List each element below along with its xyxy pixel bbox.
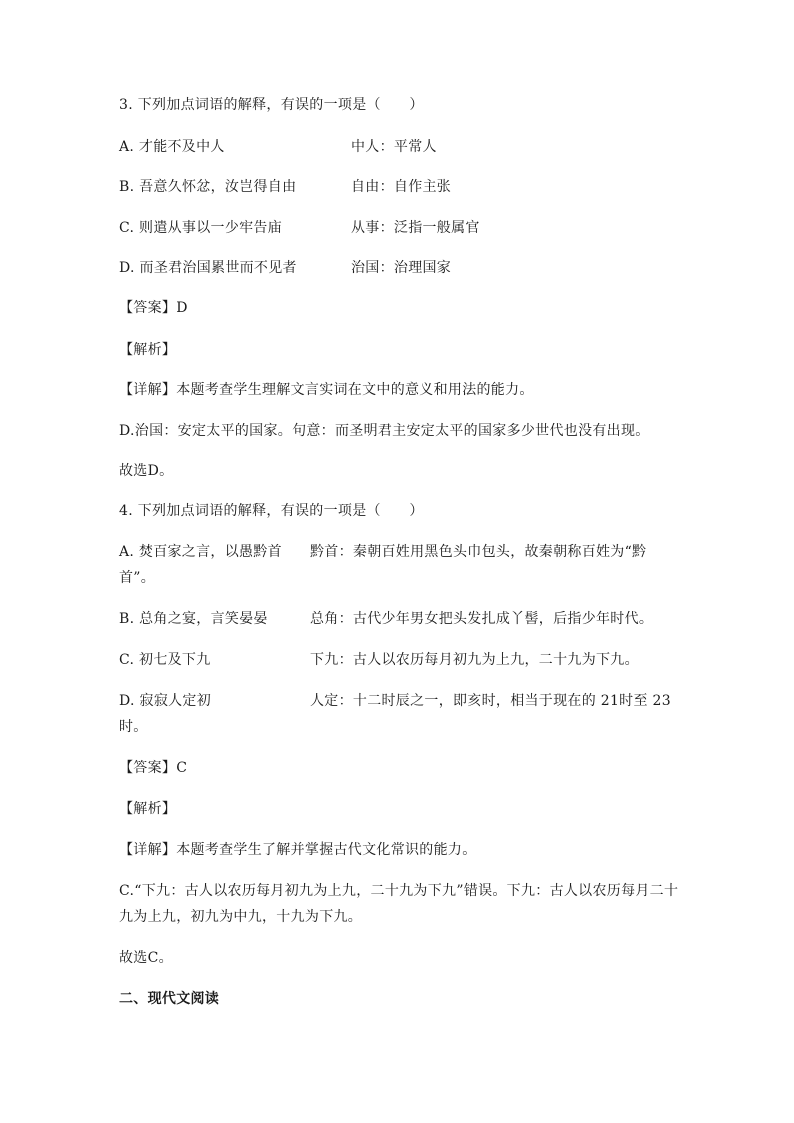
q3-stem: 3. 下列加点词语的解释，有误的一项是（ ） xyxy=(119,97,424,113)
q3-option-c-note: 从事：泛指一般属官 xyxy=(351,220,480,236)
q4-answer: 【答案】C xyxy=(119,760,188,776)
q4-option-d: D. 寂寂人定初 xyxy=(119,693,212,709)
q4-option-c: C. 初七及下九 xyxy=(119,652,211,668)
q4-option-c-note: 下九：古人以农历每月初九为上九，二十九为下九。 xyxy=(310,652,639,668)
q4-option-a-note: 黔首：秦朝百姓用黑色头巾包头，故秦朝称百姓为“黔 xyxy=(310,544,647,560)
q3-option-b-note: 自由：自作主张 xyxy=(351,179,452,195)
q3-explain: D.治国：安定太平的国家。句意：而圣明君主安定太平的国家多少世代也没有出现。 xyxy=(119,423,650,439)
q4-analysis-label: 【解析】 xyxy=(119,801,177,817)
q3-analysis-label: 【解析】 xyxy=(119,342,177,358)
q4-option-d-note: 人定：十二时辰之一，即亥时，相当于现在的 21时至 23 xyxy=(310,693,671,709)
q4-option-d-note-cont: 时。 xyxy=(119,719,148,735)
q4-explain-line1: C.“下九：古人以农历每月初九为上九，二十九为下九”错误。下九：古人以农历每月二十 xyxy=(119,883,679,899)
q4-option-b: B. 总角之宴，言笑晏晏 xyxy=(119,611,268,627)
q4-option-a-note-cont: 首”。 xyxy=(119,570,156,586)
q3-option-d-note: 治国：治理国家 xyxy=(351,260,452,276)
q3-option-d: D. 而圣君治国累世而不见者 xyxy=(119,260,297,276)
q3-answer: 【答案】D xyxy=(119,300,188,316)
q3-option-c: C. 则遣从事以一少牢告庙 xyxy=(119,220,283,236)
q3-option-a-note: 中人：平常人 xyxy=(351,139,437,155)
q4-option-b-note: 总角：古代少年男女把头发扎成丫髻，后指少年时代。 xyxy=(310,611,654,627)
q4-explain-line2: 九为上九，初九为中九，十九为下九。 xyxy=(119,909,363,925)
q3-option-b: B. 吾意久怀忿，汝岂得自由 xyxy=(119,179,297,195)
q4-detail: 【详解】本题考查学生了解并掌握古代文化常识的能力。 xyxy=(119,842,477,858)
q4-stem: 4. 下列加点词语的解释，有误的一项是（ ） xyxy=(119,503,424,519)
q4-conclusion: 故选C。 xyxy=(119,950,173,966)
q3-conclusion: 故选D。 xyxy=(119,463,174,479)
q3-option-a: A. 才能不及中人 xyxy=(119,139,225,155)
section-heading: 二、现代文阅读 xyxy=(119,991,220,1007)
q3-detail: 【详解】本题考查学生理解文言实词在文中的意义和用法的能力。 xyxy=(119,382,534,398)
q4-option-a: A. 焚百家之言，以愚黔首 xyxy=(119,544,282,560)
